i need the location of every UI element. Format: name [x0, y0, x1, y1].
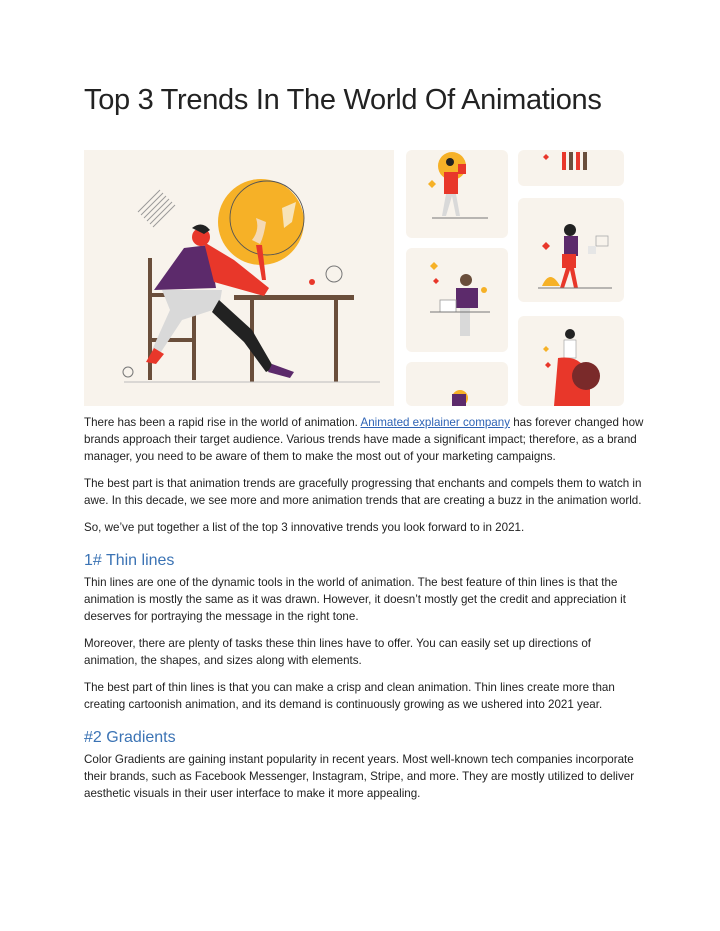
- intro-text-after-link: has forever changed how brands approach their target audience. Various trends have made a significant impact; therefore, as a brand manager, you need to be aware of them to make the most out of your marketing campaigns.: [84, 416, 644, 463]
- gradients-paragraph-1: Color Gradients are gaining instant popularity in recent years. Most well-known tech companies incorporate their brands, such as Facebook Messenger, Instagram, Stripe, and more. They are mostly utilized to deliver aesthetic visuals in their user interface to make it more appealing.: [84, 753, 635, 800]
- thin-lines-paragraph-1: Thin lines are one of the dynamic tools in the world of animation. The best feature of thin lines is that the animation is mostly the same as it was drawn. However, it doesn’t mostly get the credit and appreciation it deserves for portraying the message in the right tone.: [84, 576, 626, 623]
- intro-paragraph-2: The best part is that animation trends are gracefully progressing that enchants and compels them to watch in awe. In this decade, we see more and more animation trends that are creating a buzz in the animation world.: [84, 477, 642, 507]
- thin-lines-paragraph-2: Moreover, there are plenty of tasks these thin lines have to offer. You can easily set up directions of animation, the shapes, and sizes along with elements.: [84, 637, 591, 667]
- intro-paragraph-1: [84, 414, 644, 465]
- intro-text-before-link: There has been a rapid rise in the world of animation.: [84, 416, 361, 429]
- animated-explainer-company-link[interactable]: Animated explainer company: [360, 416, 510, 429]
- page-title: Top 3 Trends In The World Of Animations: [84, 84, 602, 116]
- thumbnail-column-2: [518, 150, 624, 406]
- section-heading-thin-lines: 1# Thin lines: [84, 552, 175, 569]
- thumbnail-column-1: [406, 150, 508, 406]
- main-illustration-panel: [84, 150, 394, 406]
- intro-paragraph-3: So, we’ve put together a list of the top 3 innovative trends you look forward to in 2021.: [84, 521, 525, 534]
- hero-illustration: [84, 150, 624, 406]
- section-heading-gradients: #2 Gradients: [84, 729, 176, 746]
- article-body: [84, 414, 644, 812]
- thin-lines-paragraph-3: The best part of thin lines is that you can make a crisp and clean animation. Thin lines create more than creating cartoonish animation, and its demand is continuously growing as we ushered into 2021 year.: [84, 681, 615, 711]
